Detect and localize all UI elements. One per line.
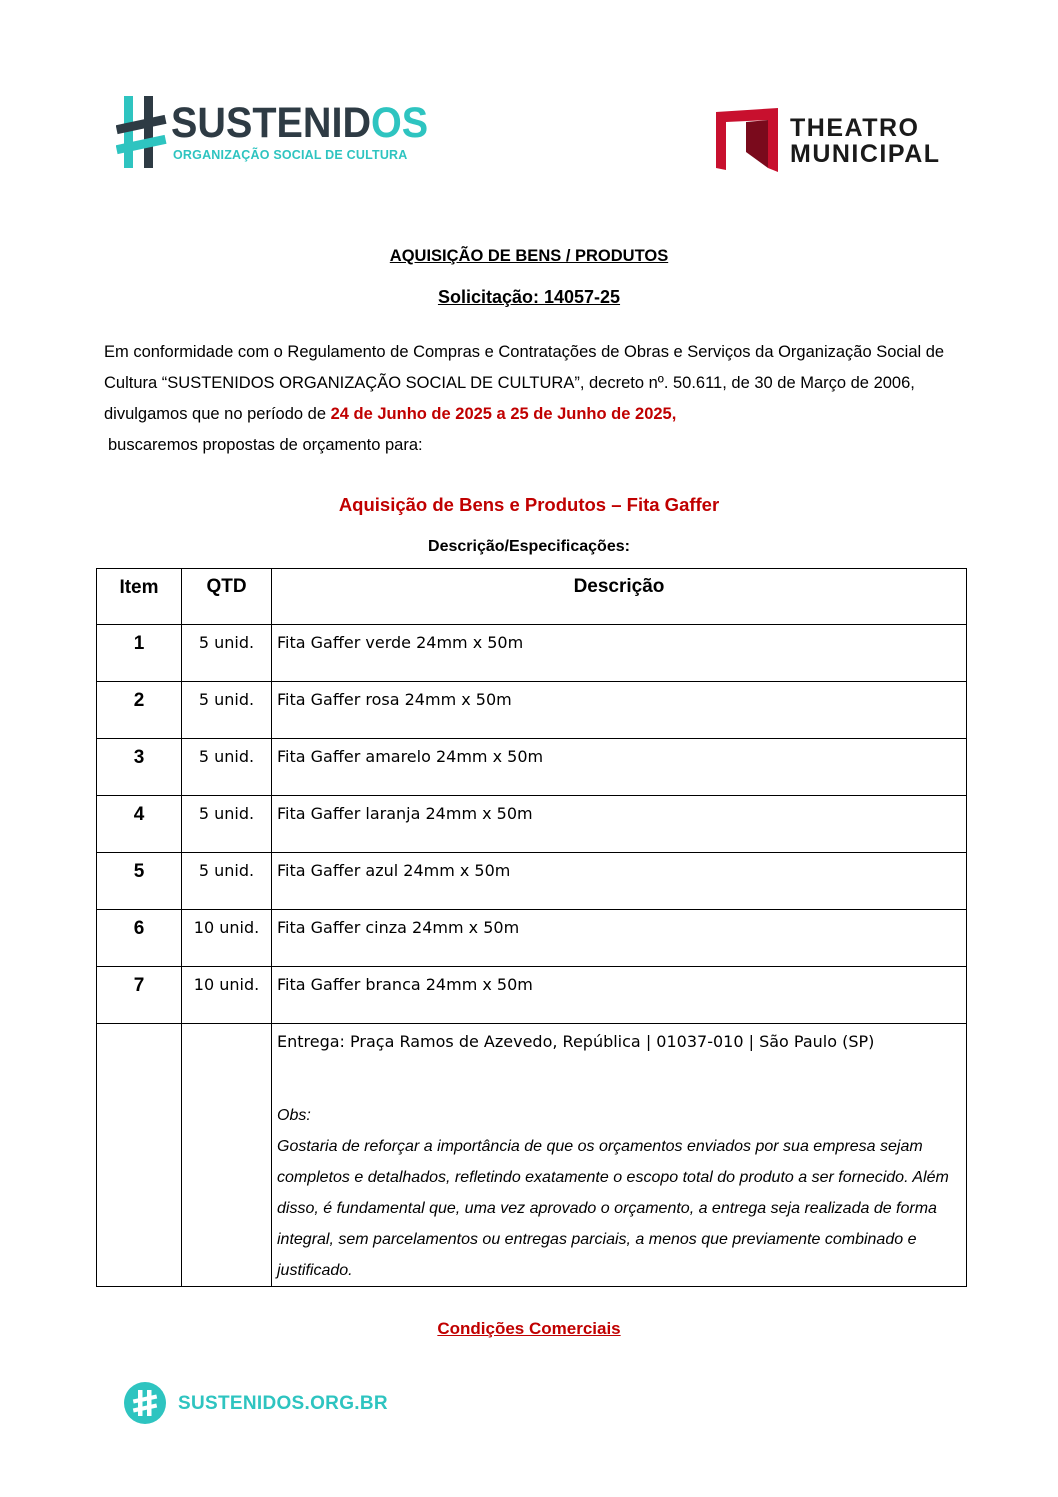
row-item: 2 [97,682,182,739]
row-descricao: Fita Gaffer verde 24mm x 50m [272,625,967,682]
theatro-municipal-logo [716,108,956,174]
sustenidos-wordmark: SUSTENIDOS [171,99,429,147]
table-row [97,796,967,853]
sustenidos-tagline: ORGANIZAÇÃO SOCIAL DE CULTURA [173,148,408,162]
table-notes-row [97,1024,967,1287]
row-descricao: Fita Gaffer cinza 24mm x 50m [272,910,967,967]
notes-cell [272,1024,967,1287]
table-row [97,682,967,739]
row-item: 1 [97,625,182,682]
table-row [97,853,967,910]
row-descricao: Fita Gaffer amarelo 24mm x 50m [272,739,967,796]
theatro-line2: MUNICIPAL [790,140,941,168]
footer-url: SUSTENIDOS.ORG.BR [178,1393,388,1414]
row-qtd: 5 unid. [182,682,272,739]
empty-cell [97,1024,182,1287]
section-subtitle: Aquisição de Bens e Produtos – Fita Gaffer [338,494,720,515]
obs-label: Obs: [277,1107,311,1124]
sustenidos-logo [116,94,429,174]
table-row [97,625,967,682]
row-item: 4 [97,796,182,853]
table-row [97,910,967,967]
hashtag-logo-icon [116,94,168,170]
row-descricao: Fita Gaffer azul 24mm x 50m [272,853,967,910]
items-table [96,568,967,1287]
document-title: AQUISIÇÃO DE BENS / PRODUTOS [389,247,669,265]
period-dates: 24 de Junho de 2025 a 25 de Junho de 2025, [330,405,677,423]
row-qtd: 10 unid. [182,910,272,967]
row-qtd: 10 unid. [182,967,272,1024]
header-descricao: Descrição [272,569,967,625]
table-row [97,739,967,796]
row-item: 5 [97,853,182,910]
request-number: Solicitação: 14057-25 [437,287,621,307]
observations [277,1100,966,1286]
row-qtd: 5 unid. [182,853,272,910]
commercial-conditions-heading: Condições Comerciais [437,1319,621,1338]
row-qtd: 5 unid. [182,796,272,853]
row-item: 7 [97,967,182,1024]
row-item: 6 [97,910,182,967]
delivery-address: Entrega: Praça Ramos de Azevedo, República | 01037-010 | São Paulo (SP) [277,1032,875,1051]
header-qtd: QTD [182,569,272,625]
row-item: 3 [97,739,182,796]
row-qtd: 5 unid. [182,739,272,796]
hashtag-circle-icon [124,1382,166,1424]
empty-cell [182,1024,272,1287]
row-qtd: 5 unid. [182,625,272,682]
footer-brand [124,1382,404,1426]
row-descricao: Fita Gaffer laranja 24mm x 50m [272,796,967,853]
theatro-line1: THEATRO [790,114,920,142]
table-header-row [97,569,967,625]
obs-text: Gostaria de reforçar a importância de que os orçamentos enviados por sua empresa sejam completos e detalhados, refletindo exatamente o escopo total do produto a ser fornecido. Além disso, é fundamental que, uma vez aprovado o orçamento, a entrega seja realizada de forma integral, sem parcelamentos ou entregas parciais, a menos que previamente combinado e justificado. [277,1138,949,1279]
header-item: Item [97,569,182,625]
theatro-arch-icon [716,108,778,172]
intro-paragraph: Em conformidade com o Regulamento de Compras e Contratações de Obras e Serviços da Organização Social de Cultura “SUSTENIDOS ORGANIZAÇÃO SOCIAL DE CULTURA”, decreto nº. 50.611, de 30 de Março de 2006, divulgamos que no período de 24 de Junho de 2025 a 25 de Junho de 2025, buscaremos propostas de orçamento para: [104,343,945,454]
table-row [97,967,967,1024]
row-descricao: Fita Gaffer branca 24mm x 50m [272,967,967,1024]
spec-heading: Descrição/Especificações: [428,538,630,555]
row-descricao: Fita Gaffer rosa 24mm x 50m [272,682,967,739]
